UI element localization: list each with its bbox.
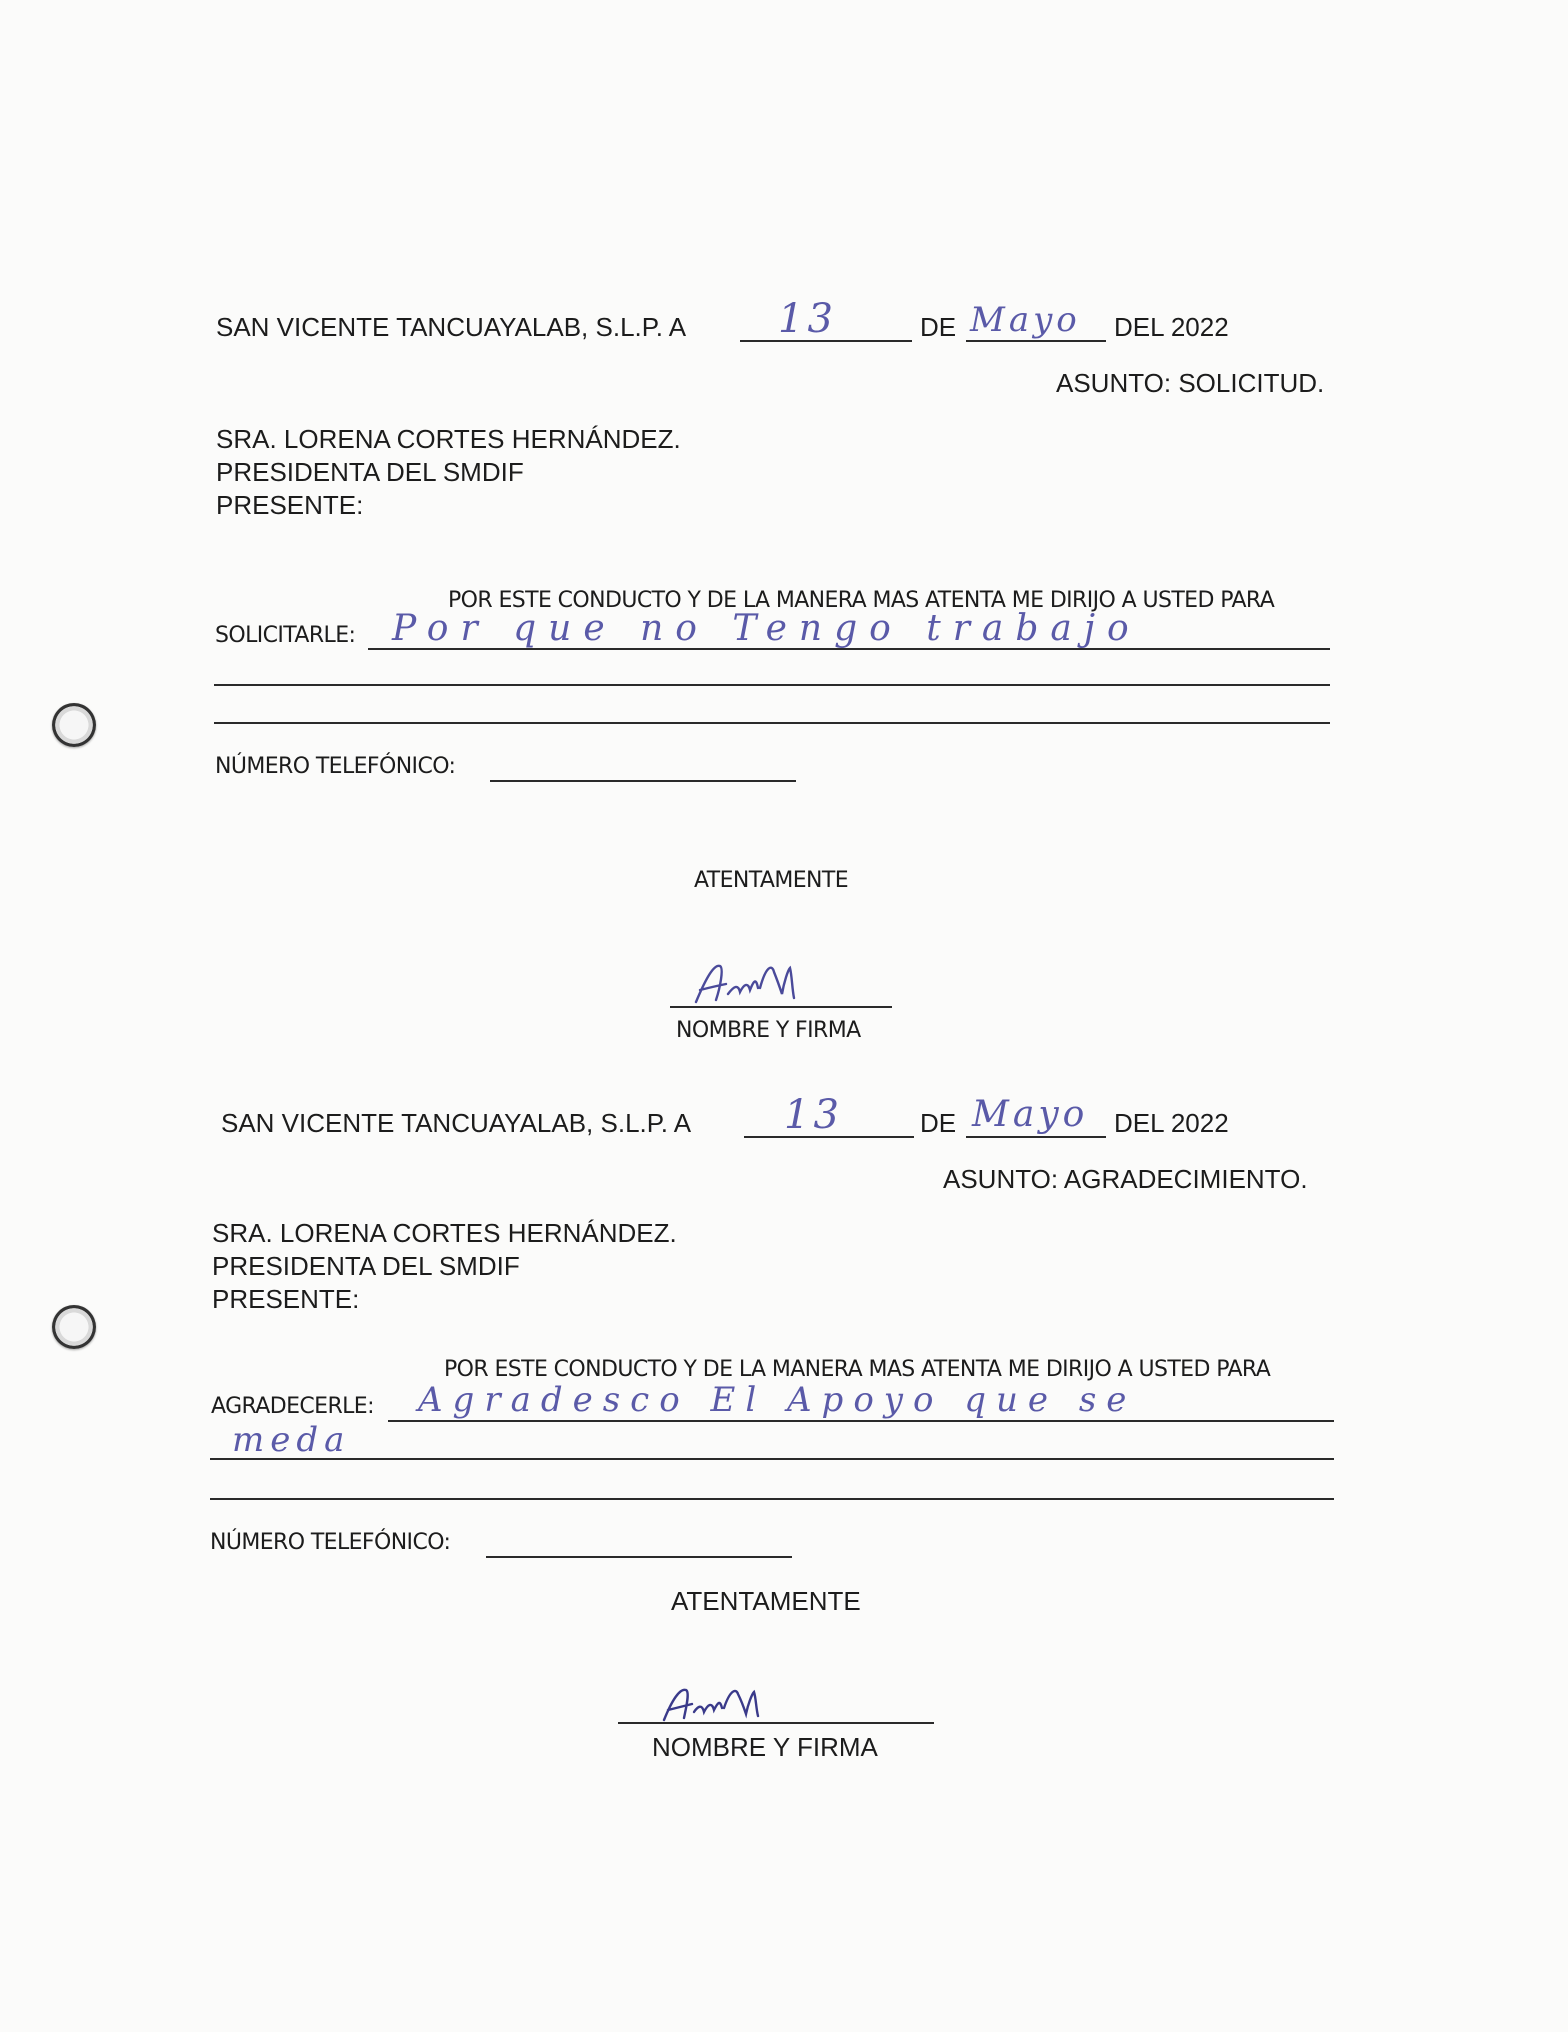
place-prefix: SAN VICENTE TANCUAYALAB, S.L.P. A — [216, 312, 687, 342]
recipient-name: SRA. LORENA CORTES HERNÁNDEZ. — [212, 1218, 677, 1248]
day-handwritten: 13 — [778, 296, 837, 342]
closing: ATENTAMENTE — [694, 868, 848, 893]
phone-label: NÚMERO TELEFÓNICO: — [215, 754, 456, 779]
day-handwritten: 13 — [784, 1092, 843, 1138]
month-line — [966, 340, 1106, 342]
field-handwritten: Por que no Tengo trabajo — [392, 608, 1141, 649]
field-line-2 — [210, 1458, 1334, 1460]
phone-label: NÚMERO TELEFÓNICO: — [210, 1530, 451, 1555]
recipient-title: PRESIDENTA DEL SMDIF — [212, 1251, 520, 1281]
year-text: DEL 2022 — [1114, 1108, 1229, 1138]
phone-line — [490, 780, 796, 782]
signature-line — [670, 1006, 892, 1008]
month-handwritten: Mayo — [970, 300, 1081, 340]
presente: PRESENTE: — [212, 1284, 360, 1314]
field-handwritten-1: Agradesco El Apoyo que se — [418, 1380, 1137, 1420]
presente: PRESENTE: — [216, 490, 364, 520]
phone-line — [486, 1556, 792, 1558]
intro-text: POR ESTE CONDUCTO Y DE LA MANERA MAS ATENTA ME DIRIJO A USTED PARA — [444, 1357, 1271, 1382]
signature-icon — [656, 1682, 766, 1726]
field-handwritten-2: meda — [232, 1420, 351, 1460]
recipient-name: SRA. LORENA CORTES HERNÁNDEZ. — [216, 424, 681, 454]
de-label: DE — [920, 312, 957, 342]
month-handwritten: Mayo — [972, 1094, 1089, 1135]
asunto: ASUNTO: AGRADECIMIENTO. — [943, 1164, 1308, 1194]
field-line-1 — [388, 1420, 1334, 1422]
signature-line — [618, 1722, 934, 1724]
signature-label: NOMBRE Y FIRMA — [676, 1018, 861, 1043]
field-label: SOLICITARLE: — [215, 623, 356, 648]
recipient-title: PRESIDENTA DEL SMDIF — [216, 457, 524, 487]
field-line-3 — [214, 722, 1330, 724]
field-line-2 — [214, 684, 1330, 686]
intro-text: POR ESTE CONDUCTO Y DE LA MANERA MAS ATENTA ME DIRIJO A USTED PARA — [448, 588, 1275, 613]
binder-hole-icon — [52, 703, 96, 747]
year-text: DEL 2022 — [1114, 312, 1229, 342]
signature-label: NOMBRE Y FIRMA — [652, 1732, 878, 1762]
de-label: DE — [920, 1108, 957, 1138]
closing: ATENTAMENTE — [671, 1586, 861, 1616]
signature-icon — [686, 958, 806, 1012]
asunto: ASUNTO: SOLICITUD. — [1056, 368, 1325, 398]
field-line-3 — [210, 1498, 1334, 1500]
month-line — [966, 1136, 1106, 1138]
binder-hole-icon — [52, 1305, 96, 1349]
field-label: AGRADECERLE: — [211, 1394, 374, 1419]
place-prefix: SAN VICENTE TANCUAYALAB, S.L.P. A — [221, 1108, 692, 1138]
